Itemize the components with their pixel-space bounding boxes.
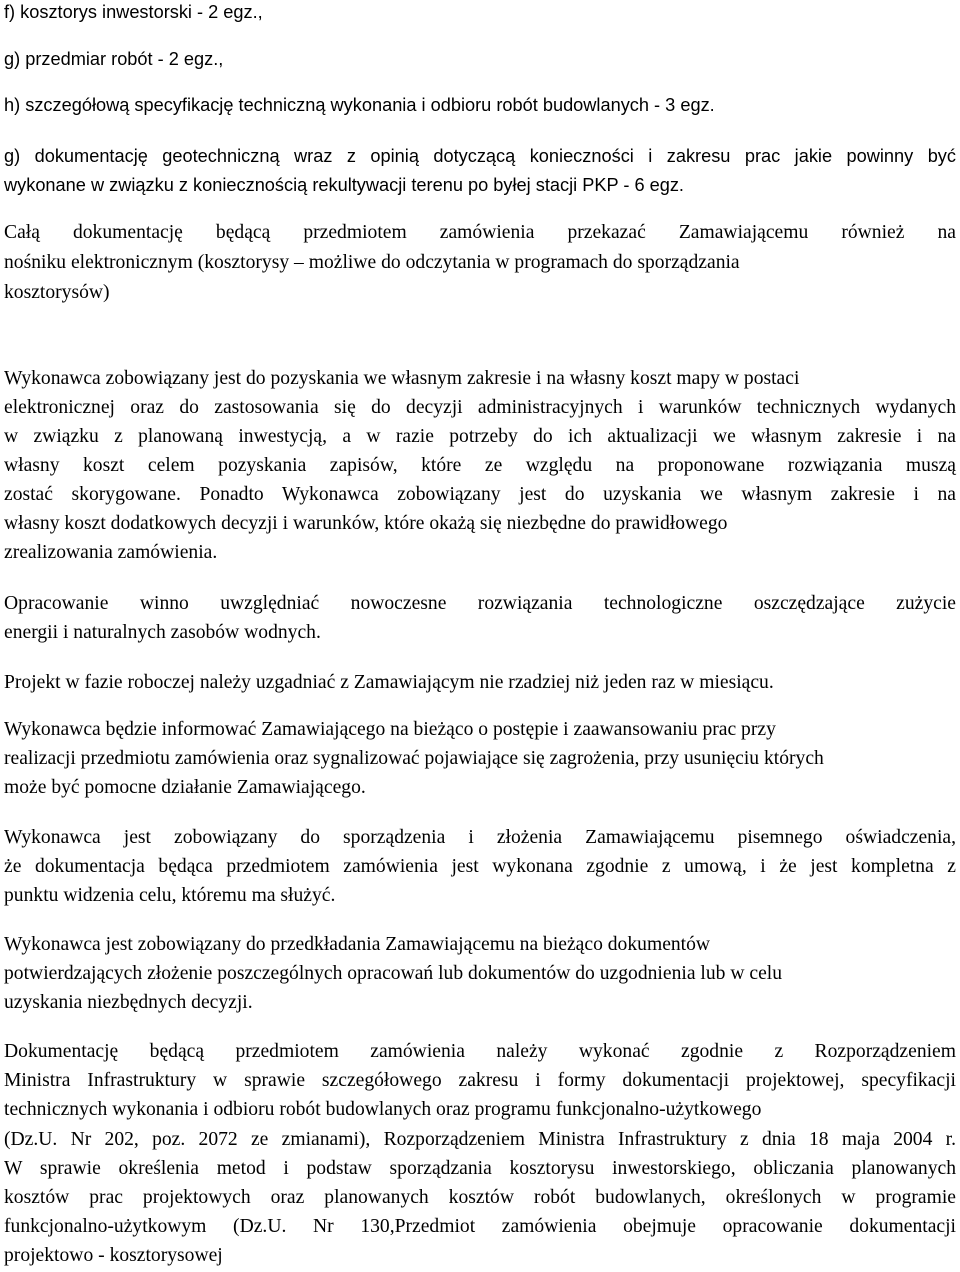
paragraph-line: Wykonawca zobowiązany jest do pozyskania we własnym zakresie i na własny koszt mapy w postaci xyxy=(4,368,800,389)
paragraph-line: może być pomocne działanie Zamawiającego. xyxy=(4,777,366,798)
paragraph-line: kosztów prac projektowych oraz planowanych kosztów robót budowlanych, określonych w programie xyxy=(4,1187,956,1208)
paragraph-line: Wykonawca jest zobowiązany do przedkładania Zamawiającemu na bieżąco dokumentów xyxy=(4,934,711,955)
paragraph-line: Wykonawca będzie informować Zamawiającego na bieżąco o postępie i zaawansowaniu prac przy xyxy=(4,719,776,740)
paragraph-line: w związku z planowaną inwestycją, a w razie potrzeby do ich aktualizacji we własnym zakresie i na xyxy=(4,426,956,447)
paragraph-line: Opracowanie winno uwzględniać nowoczesne rozwiązania technologiczne oszczędzające zużycie xyxy=(4,593,956,614)
paragraph-line: Ministra Infrastruktury w sprawie szczegółowego zakresu i formy dokumentacji projektowej, specyfikacji xyxy=(4,1070,956,1091)
paragraph-line: projektowo - kosztorysowej xyxy=(4,1245,223,1266)
list-item-h: h) szczegółową specyfikację techniczną wykonania i odbioru robót budowlanych - 3 egz. xyxy=(4,95,715,115)
paragraph-line: uzyskania niezbędnych decyzji. xyxy=(4,992,253,1013)
paragraph-line: nośniku elektronicznym (kosztorysy – możliwe do odczytania w programach do sporządzania xyxy=(4,252,740,273)
paragraph-line: że dokumentacja będąca przedmiotem zamówienia jest wykonana zgodnie z umową, i że jest kompletna z xyxy=(4,856,956,877)
list-item-g: g) przedmiar robót - 2 egz., xyxy=(4,49,224,69)
paragraph-line: Wykonawca jest zobowiązany do sporządzenia i złożenia Zamawiającemu pisemnego oświadczenia, xyxy=(4,827,956,848)
list-item-f: f) kosztorys inwestorski - 2 egz., xyxy=(4,2,263,22)
paragraph-line: potwierdzających złożenie poszczególnych opracowań lub dokumentów do uzgodnienia lub w celu xyxy=(4,963,783,984)
paragraph-line: W sprawie określenia metod i podstaw sporządzania kosztorysu inwestorskiego, obliczania planowanych xyxy=(4,1158,956,1179)
paragraph-line: zostać skorygowane. Ponadto Wykonawca zobowiązany jest do uzyskania we własnym zakresie i na xyxy=(4,484,956,505)
paragraph-line: technicznych wykonania i odbioru robót budowlanych oraz programu funkcjonalno-użytkowego xyxy=(4,1099,762,1120)
paragraph-line: własny koszt celem pozyskania zapisów, które ze względu na proponowane rozwiązania muszą xyxy=(4,455,956,476)
paragraph-line: wykonane w związku z koniecznością rekultywacji terenu po byłej stacji PKP - 6 egz. xyxy=(4,175,684,195)
paragraph-line: energii i naturalnych zasobów wodnych. xyxy=(4,622,321,643)
paragraph-line: własny koszt dodatkowych decyzji i warunków, które okażą się niezbędne do prawidłowego xyxy=(4,513,728,534)
paragraph-line: Projekt w fazie roboczej należy uzgadniać z Zamawiającym nie rzadziej niż jeden raz w miesiącu. xyxy=(4,672,774,693)
paragraph-line: zrealizowania zamówienia. xyxy=(4,542,218,563)
paragraph-line: funkcjonalno-użytkowym (Dz.U. Nr 130,Przedmiot zamówienia obejmuje opracowanie dokumentacji xyxy=(4,1216,956,1237)
paragraph-line: kosztorysów) xyxy=(4,282,110,303)
paragraph-line: Całą dokumentację będącą przedmiotem zamówienia przekazać Zamawiającemu również na xyxy=(4,222,956,243)
paragraph-line: elektronicznej oraz do zastosowania się do decyzji administracyjnych i warunków technicznych wydanych xyxy=(4,397,956,418)
paragraph-line: g) dokumentację geotechniczną wraz z opinią dotyczącą konieczności i zakresu prac jakie powinny być xyxy=(4,146,956,166)
paragraph-line: punktu widzenia celu, któremu ma służyć. xyxy=(4,885,336,906)
paragraph-line: (Dz.U. Nr 202, poz. 2072 ze zmianami), Rozporządzeniem Ministra Infrastruktury z dnia 18 maja 2004 r. xyxy=(4,1129,956,1150)
paragraph-line: realizacji przedmiotu zamówienia oraz sygnalizować pojawiające się zagrożenia, przy usunięciu których xyxy=(4,748,824,769)
paragraph-line: Dokumentację będącą przedmiotem zamówienia należy wykonać zgodnie z Rozporządzeniem xyxy=(4,1041,956,1062)
